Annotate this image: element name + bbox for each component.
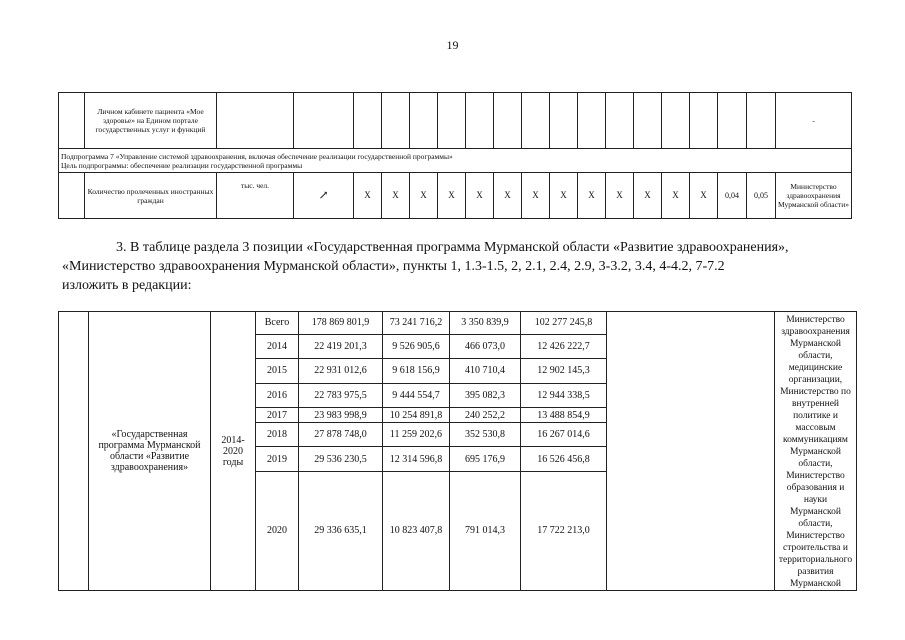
amount-cell: 73 241 716,2: [383, 312, 450, 335]
amount-cell: 466 073,0: [450, 334, 521, 359]
paragraph-line: 3. В таблице раздела 3 позиции «Государственная программа Мурманской области «Развитие здравоохранения»,: [116, 240, 789, 255]
x-mark: X: [438, 173, 466, 219]
total-cell: 178 869 801,9: [299, 312, 383, 335]
total-cell: 22 931 012,6: [299, 359, 383, 384]
subprogram-title: Подпрограмма 7 «Управление системой здравоохранения, включая обеспечение реализации государственной программы»: [61, 151, 453, 161]
x-mark: X: [690, 173, 718, 219]
unit-cell: тыс. чел.: [217, 173, 294, 219]
paragraph-line: «Министерство здравоохранения Мурманской области», пункты 1, 1.3-1.5, 2, 2.1, 2.4, 2.9, 3-3.2, 3.4, 4-4.2, 7-7.2: [62, 259, 725, 274]
x-mark: X: [466, 173, 494, 219]
value-cell: 0,05: [747, 173, 776, 219]
indicator-text: Личном кабинете пациента «Мое здоровье» на Едином портале государственных услуг и функций: [85, 93, 217, 149]
x-mark: X: [634, 173, 662, 219]
funding-table: [58, 311, 857, 591]
amount-cell: 16 526 456,8: [521, 447, 607, 472]
amount-cell: 10 254 891,8: [383, 408, 450, 422]
responsible-ministries: Министерство здравоохранения Мурманской области, медицинские организации, Министерство по внутренней политике и массовым коммуникациям Мурманской области, Министерство образования и науки Мурманской области, Министерство строительства и территориального развития Мурманской: [775, 312, 857, 591]
program-name: «Государственная программа Мурманской области «Развитие здравоохранения»: [89, 312, 211, 591]
responsible-cell: Министерство здравоохранения Мурманской области»: [776, 173, 852, 219]
x-mark: X: [354, 173, 382, 219]
table-row: [59, 93, 852, 149]
amount-cell: 791 014,3: [450, 471, 521, 590]
amount-cell: 17 722 213,0: [521, 471, 607, 590]
table-row: [59, 173, 852, 219]
year-cell: 2018: [256, 422, 299, 447]
total-cell: 27 878 748,0: [299, 422, 383, 447]
value-cell: 0,04: [718, 173, 747, 219]
subprogram-goal: Цель подпрограммы: обеспечение реализации государственной программы: [61, 160, 303, 170]
amount-cell: 12 426 222,7: [521, 334, 607, 359]
total-cell: 22 783 975,5: [299, 383, 383, 408]
year-cell: 2019: [256, 447, 299, 472]
x-mark: X: [410, 173, 438, 219]
x-mark: X: [662, 173, 690, 219]
total-cell: 29 336 635,1: [299, 471, 383, 590]
total-cell: 29 536 230,5: [299, 447, 383, 472]
year-cell: 2020: [256, 471, 299, 590]
amount-cell: 12 944 338,5: [521, 383, 607, 408]
indicators-table: [58, 92, 852, 219]
amount-cell: 410 710,4: [450, 359, 521, 384]
year-cell: 2015: [256, 359, 299, 384]
page-number: 19: [446, 38, 459, 52]
amount-cell: 695 176,9: [450, 447, 521, 472]
amount-cell: 9 526 905,6: [383, 334, 450, 359]
x-mark: X: [382, 173, 410, 219]
period-cell: 2014-2020 годы: [211, 312, 256, 591]
x-mark: X: [606, 173, 634, 219]
amount-cell: 11 259 202,6: [383, 422, 450, 447]
subprogram-row: [59, 149, 852, 173]
amount-cell: 9 444 554,7: [383, 383, 450, 408]
paragraph-line: изложить в редакции:: [62, 278, 192, 293]
amount-cell: 16 267 014,6: [521, 422, 607, 447]
x-mark: X: [550, 173, 578, 219]
x-mark: X: [494, 173, 522, 219]
x-mark: X: [522, 173, 550, 219]
amount-cell: 352 530,8: [450, 422, 521, 447]
total-cell: 23 983 998,9: [299, 408, 383, 422]
amount-cell: 9 618 156,9: [383, 359, 450, 384]
amount-cell: 10 823 407,8: [383, 471, 450, 590]
amount-cell: 102 277 245,8: [521, 312, 607, 335]
amount-cell: 12 902 145,3: [521, 359, 607, 384]
x-mark: X: [578, 173, 606, 219]
amendment-paragraph: [62, 238, 862, 295]
year-cell: Всего: [256, 312, 299, 335]
amount-cell: 12 314 596,8: [383, 447, 450, 472]
total-cell: 22 419 201,3: [299, 334, 383, 359]
dash-cell: -: [776, 93, 852, 149]
year-cell: 2017: [256, 408, 299, 422]
amount-cell: 13 488 854,9: [521, 408, 607, 422]
amount-cell: 240 252,2: [450, 408, 521, 422]
year-cell: 2014: [256, 334, 299, 359]
year-cell: 2016: [256, 383, 299, 408]
indicator-name: Количество пролеченных иностранных граждан: [85, 173, 217, 219]
amount-cell: 395 082,3: [450, 383, 521, 408]
amount-cell: 3 350 839,9: [450, 312, 521, 335]
table-row: [59, 312, 857, 335]
trend-arrow-icon: ↗: [294, 173, 354, 219]
